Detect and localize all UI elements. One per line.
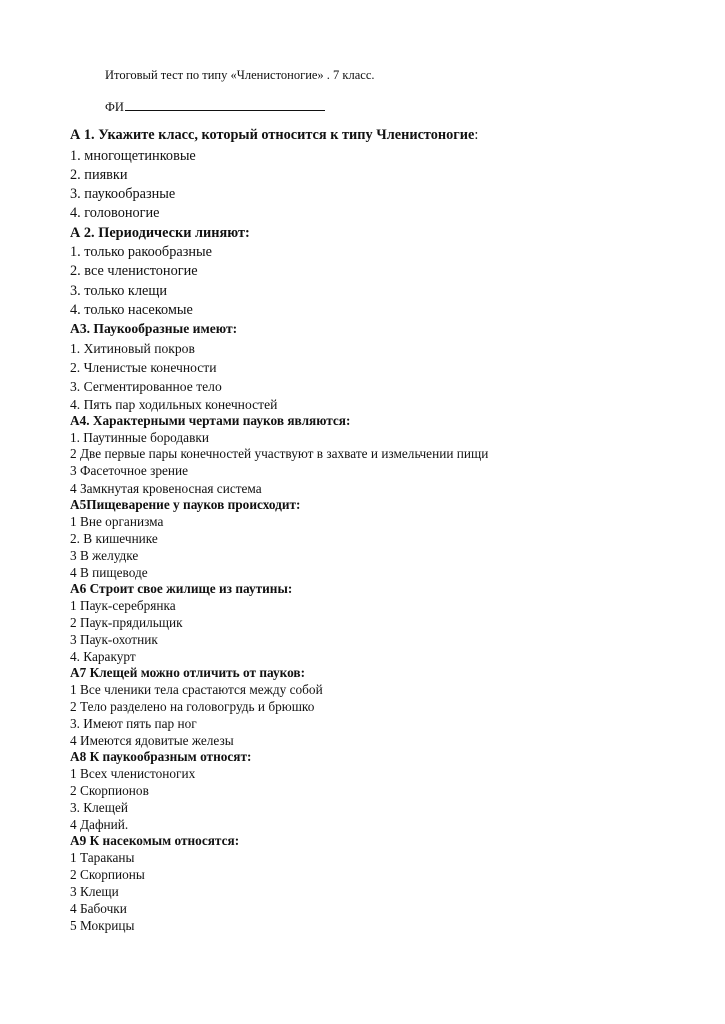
fi-label: ФИ <box>105 100 124 114</box>
answer-option: 4 В пищеводе <box>70 565 148 580</box>
answer-option: 5 Мокрицы <box>70 918 135 933</box>
answer-option: 2 Две первые пары конечностей участвуют в захвате и измельчении пищи <box>70 446 489 461</box>
answer-option: 3. только клещи <box>70 283 167 299</box>
question-a2: А 2. Периодически линяют: <box>70 225 250 241</box>
answer-option: 3. паукообразные <box>70 186 176 202</box>
answer-option: 3. Клещей <box>70 800 128 815</box>
answer-option: 1 Всех членистоногих <box>70 766 196 781</box>
question-a3: А3. Паукообразные имеют: <box>70 321 238 336</box>
answer-option: 4 Дафний. <box>70 817 129 832</box>
answer-option: 4 Имеются ядовитые железы <box>70 733 234 748</box>
answer-option: 1. Паутинные бородавки <box>70 430 209 445</box>
answer-option: 2 Тело разделено на головогрудь и брюшко <box>70 699 315 714</box>
answer-option: 3 В желудке <box>70 548 139 563</box>
answer-option: 3. Сегментированное тело <box>70 379 222 394</box>
answer-option: 1 Паук-серебрянка <box>70 598 176 613</box>
question-a7: А7 Клещей можно отличить от пауков: <box>70 665 306 680</box>
question-a1: А 1. Укажите класс, который относится к типу Членистоногие: <box>70 127 479 143</box>
answer-option: 4. только насекомые <box>70 302 193 318</box>
answer-option: 3. Имеют пять пар ног <box>70 716 197 731</box>
answer-option: 4. Каракурт <box>70 649 136 664</box>
answer-option: 2. все членистоногие <box>70 263 198 279</box>
answer-option: 2. Членистые конечности <box>70 360 217 375</box>
answer-option: 4 Бабочки <box>70 901 127 916</box>
answer-option: 1 Тараканы <box>70 850 135 865</box>
answer-option: 3 Паук-охотник <box>70 632 158 647</box>
answer-option: 4 Замкнутая кровеносная система <box>70 481 262 496</box>
answer-option: 2 Скорпионов <box>70 783 149 798</box>
answer-option: 4. Пять пар ходильных конечностей <box>70 397 278 412</box>
answer-option: 1 Вне организма <box>70 514 164 529</box>
question-a8: А8 К паукообразным относят: <box>70 749 252 764</box>
answer-option: 1 Все членики тела срастаются между собой <box>70 682 323 697</box>
answer-option: 2. В кишечнике <box>70 531 158 546</box>
question-a4: А4. Характерными чертами пауков являются: <box>70 413 351 428</box>
answer-option: 2 Скорпионы <box>70 867 145 882</box>
fi-underline <box>125 98 325 111</box>
test-header-title: Итоговый тест по типу «Членистоногие» . 7 класс. <box>105 68 375 82</box>
answer-option: 1. многощетинковые <box>70 148 196 164</box>
answer-option: 2 Паук-прядильщик <box>70 615 183 630</box>
question-a9: А9 К насекомым относятся: <box>70 833 240 848</box>
question-a5: А5Пищеварение у пауков происходит: <box>70 497 301 512</box>
answer-option: 2. пиявки <box>70 167 128 183</box>
fi-row <box>105 98 325 115</box>
answer-option: 4. головоногие <box>70 205 160 221</box>
answer-option: 1. Хитиновый покров <box>70 341 195 356</box>
answer-option: 3 Клещи <box>70 884 119 899</box>
answer-option: 1. только ракообразные <box>70 244 212 260</box>
answer-option: 3 Фасеточное зрение <box>70 463 189 478</box>
question-a6: А6 Строит свое жилище из паутины: <box>70 581 293 596</box>
